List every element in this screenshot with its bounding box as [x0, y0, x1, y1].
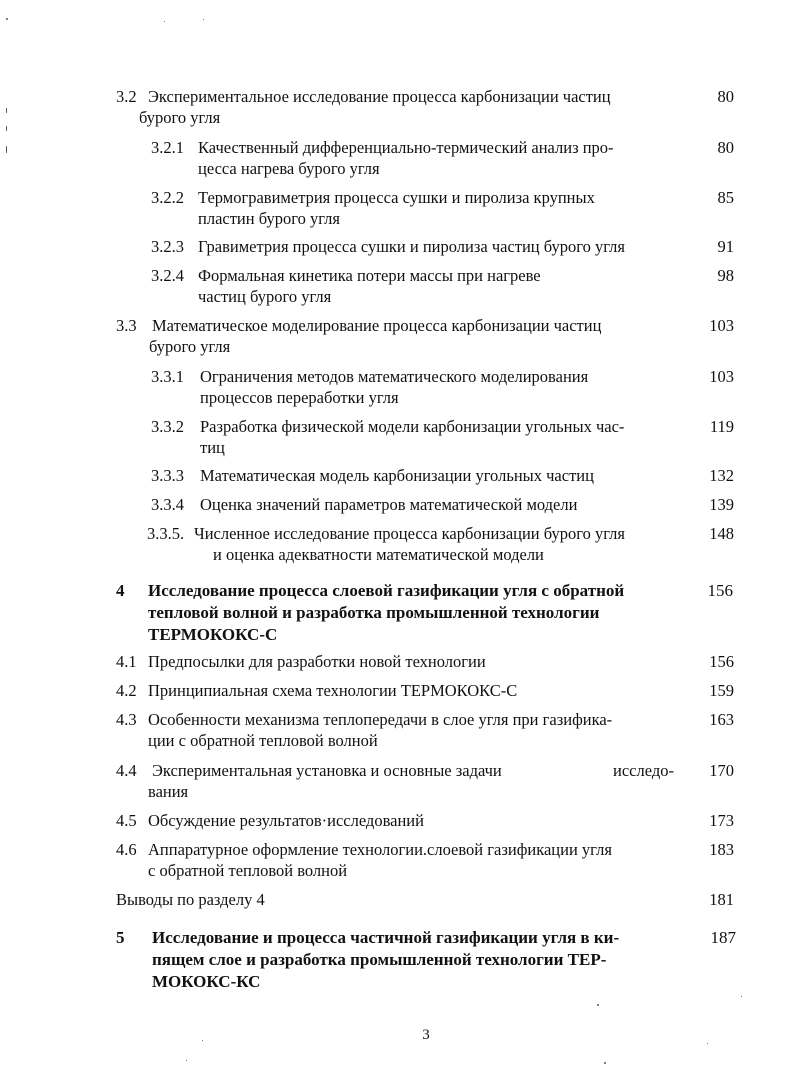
toc-title: [198, 137, 614, 179]
toc-page: 170: [709, 761, 734, 780]
scan-speck: [597, 1004, 599, 1006]
toc-title-line: и оценка адекватности математической модели: [213, 545, 544, 564]
toc-page: 119: [709, 417, 734, 436]
toc-title: [152, 927, 619, 993]
toc-title: [149, 315, 602, 357]
toc-page: 159: [709, 681, 734, 700]
toc-title-line: [152, 760, 674, 781]
toc-title-line: Математическое моделирование процесса карбонизации частиц: [152, 316, 602, 335]
scan-speck: [707, 1043, 708, 1044]
toc-number: 3.2: [116, 87, 137, 106]
toc-title-line: Предпосылки для разработки новой технологии: [148, 652, 486, 671]
toc-number: 4.5: [116, 811, 137, 830]
toc-page: 80: [717, 138, 734, 157]
scan-speck: [186, 1060, 187, 1061]
toc-title-line: Формальная кинетика потери массы при нагреве: [198, 266, 541, 285]
toc-title: [198, 236, 625, 257]
toc-title-line: частиц бурого угля: [198, 287, 332, 306]
toc-number: 3.2.2: [151, 188, 184, 207]
toc-title-line: МОКОКС-КС: [152, 972, 261, 991]
toc-title-line: пящем слое и разработка промышленной технологии ТЕР-: [152, 950, 607, 969]
toc-title-line: вания: [148, 782, 189, 801]
toc-title: [148, 680, 517, 701]
toc-title: [148, 760, 674, 802]
toc-title-line: Гравиметрия процесса сушки и пиролиза частиц бурого угля: [198, 237, 626, 256]
toc-title-line: бурого угля: [139, 108, 221, 127]
toc-title: [200, 416, 624, 458]
toc-page: 80: [717, 87, 734, 106]
scan-speck: [741, 996, 742, 997]
toc-title-line: Выводы по разделу 4: [116, 890, 265, 909]
toc-number: 3.3.3: [151, 466, 184, 485]
toc-title: [148, 709, 612, 751]
toc-page: 98: [717, 266, 734, 285]
toc-page: 163: [709, 710, 734, 729]
toc-title: [198, 187, 595, 229]
toc-number: 4.2: [116, 681, 137, 700]
toc-title: [148, 651, 486, 672]
toc-title-line: Разработка физической модели карбонизации угольных час-: [200, 417, 625, 436]
toc-number: 3.3.5.: [147, 524, 185, 543]
toc-number: 4.4: [116, 761, 137, 780]
toc-title-fragment: Экспериментальная установка и основные задачи: [152, 761, 502, 780]
toc-title-line: Принципиальная схема технологии ТЕРМОКОКС-С: [148, 681, 518, 700]
toc-number: 3.2.1: [151, 138, 184, 157]
scan-speck: [6, 146, 7, 153]
toc-page: 103: [709, 316, 734, 335]
toc-page: 103: [709, 367, 734, 386]
toc-title: [200, 465, 594, 486]
toc-title: [200, 494, 577, 515]
toc-title-line: с обратной тепловой волной: [148, 861, 348, 880]
toc-title: [198, 265, 541, 307]
toc-number: 5: [116, 928, 125, 947]
toc-page: 139: [709, 495, 734, 514]
toc-page: 181: [709, 890, 734, 909]
toc-title-line: Ограничения методов математического моделирования: [200, 367, 589, 386]
scan-speck: [202, 1040, 203, 1041]
toc-number: 3.2.4: [151, 266, 184, 285]
toc-title: [148, 839, 612, 881]
toc-page: 132: [709, 466, 734, 485]
toc-title-line: Исследование процесса слоевой газификации угля с обратной: [148, 581, 625, 600]
toc-number: 3.3.2: [151, 417, 184, 436]
toc-title-line: Аппаратурное оформление технологии.слоевой газификации угля: [148, 840, 612, 859]
toc-title: [200, 366, 588, 408]
toc-number: 4.3: [116, 710, 137, 729]
toc-title: [139, 86, 611, 128]
toc-title: [148, 810, 424, 831]
toc-title-line: Численное исследование процесса карбонизации бурого угля: [194, 524, 626, 543]
toc-page: 173: [709, 811, 734, 830]
toc-title-line: тиц: [200, 438, 225, 457]
toc-title-line: пластин бурого угля: [198, 209, 340, 228]
toc-page: 156: [707, 581, 733, 600]
scan-speck: [6, 126, 7, 131]
scan-speck: [604, 1062, 606, 1064]
toc-title-line: Оценка значений параметров математической модели: [200, 495, 578, 514]
toc-page: 187: [710, 928, 736, 947]
toc-title-line: ции с обратной тепловой волной: [148, 731, 378, 750]
toc-page: 148: [709, 524, 734, 543]
toc-number: 4.1: [116, 652, 137, 671]
toc-number: 3.3.4: [151, 495, 184, 514]
scan-speck: [164, 21, 165, 22]
toc-page: 85: [717, 188, 734, 207]
toc-title-line: тепловой волной и разработка промышленной технологии: [148, 603, 600, 622]
toc-title-line: Исследование и процесса частичной газификации угля в ки-: [152, 928, 620, 947]
toc-title-line: Особенности механизма теплопередачи в слое угля при газифика-: [148, 710, 613, 729]
toc-title-line: Обсуждение результатов·исследований: [148, 811, 424, 830]
toc-number: 4: [116, 581, 125, 600]
toc-title-line: цесса нагрева бурого угля: [198, 159, 380, 178]
toc-title-line: Экспериментальное исследование процесса карбонизации частиц: [148, 87, 611, 106]
scan-speck: [203, 19, 204, 20]
toc-title-fragment: исследо-: [613, 761, 674, 780]
page-number: 3: [422, 1027, 430, 1043]
toc-number: 3.3.1: [151, 367, 184, 386]
toc-title-line: Термогравиметрия процесса сушки и пиролиза крупных: [198, 188, 595, 207]
scan-speck: [6, 108, 7, 113]
toc-page: 91: [717, 237, 734, 256]
toc-title-line: процессов переработки угля: [200, 388, 399, 407]
toc-title: [194, 523, 625, 565]
toc-number: 4.6: [116, 840, 137, 859]
toc-number: 3.2.3: [151, 237, 184, 256]
toc-page: 156: [709, 652, 734, 671]
toc-number: 3.3: [116, 316, 137, 335]
toc-title-line: Качественный дифференциально-термический анализ про-: [198, 138, 614, 157]
toc-title: [148, 580, 624, 646]
toc-title-line: Математическая модель карбонизации угольных частиц: [200, 466, 594, 485]
scan-speck: [6, 18, 8, 20]
toc-title-line: бурого угля: [149, 337, 231, 356]
toc-title: [116, 889, 265, 910]
toc-page: 183: [709, 840, 734, 859]
toc-title-line: ТЕРМОКОКС-С: [148, 625, 278, 644]
